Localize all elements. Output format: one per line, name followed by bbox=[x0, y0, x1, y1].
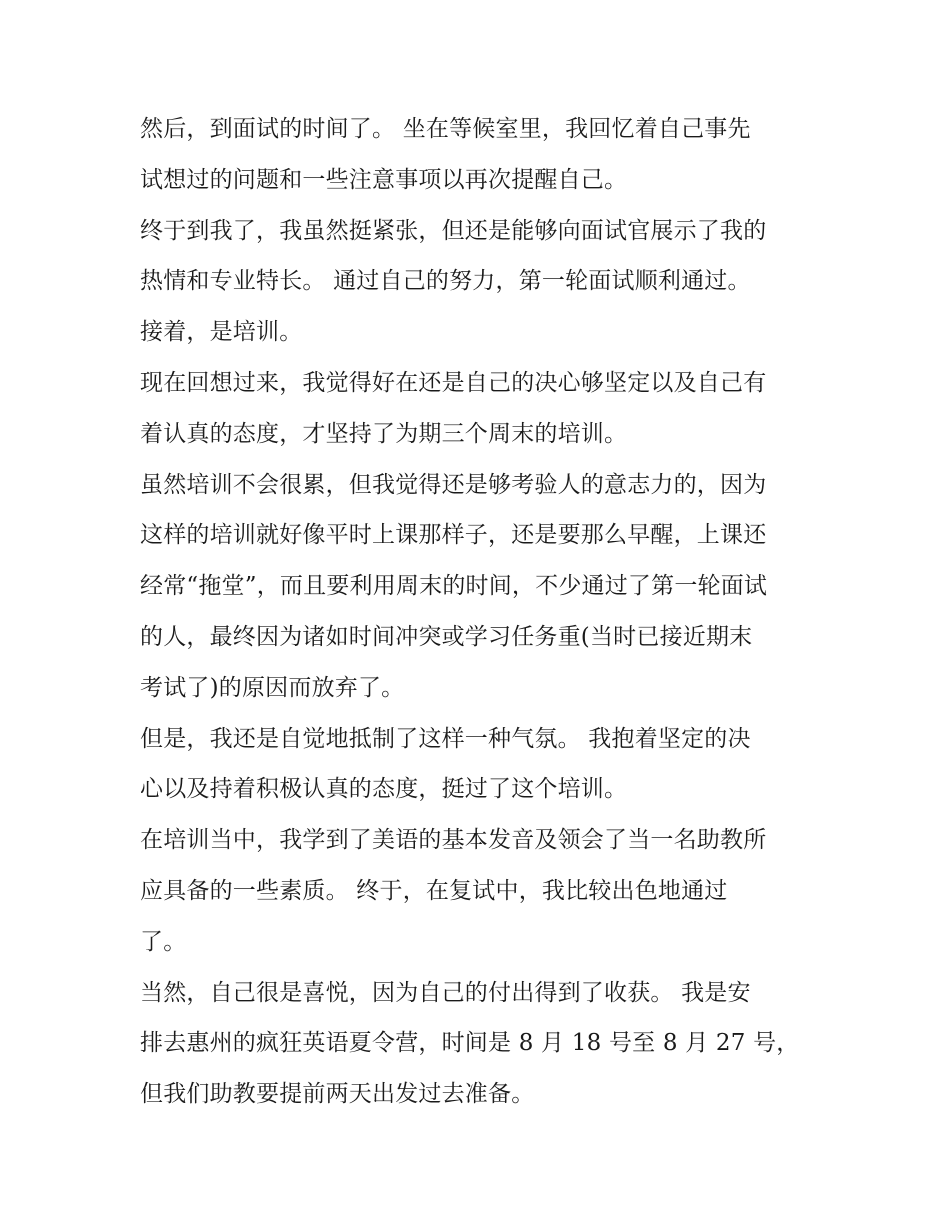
text-line: 试想过的问题和一些注意事项以再次提醒自己。 bbox=[140, 166, 628, 193]
text-line: 这样的培训就好像平时上课那样子，还是要那么早醒，上课还 bbox=[140, 522, 767, 549]
text-line: 但是，我还是自觉地抵制了这样一种气氛。 我抱着坚定的决 bbox=[140, 725, 751, 752]
document-body bbox=[140, 104, 830, 1120]
text-line: 的人，最终因为诸如时间冲突或学习任务重(当时已接近期末 bbox=[140, 623, 753, 650]
text-line: 着认真的态度，才坚持了为期三个周末的培训。 bbox=[140, 420, 628, 447]
text-line: 当然，自己很是喜悦，因为自己的付出得到了收获。 我是安 bbox=[140, 979, 751, 1006]
text-line: 在培训当中，我学到了美语的基本发音及领会了当一名助教所 bbox=[140, 827, 767, 854]
text-line: 但我们助教要提前两天出发过去准备。 bbox=[140, 1081, 535, 1108]
text-line: 考试了)的原因而放弃了。 bbox=[140, 674, 405, 701]
text-line: 经常“拖堂”，而且要利用周末的时间，不少通过了第一轮面试 bbox=[140, 573, 768, 600]
text-line: 接着，是培训。 bbox=[140, 319, 303, 346]
text-line: 终于到我了，我虽然挺紧张，但还是能够向面试官展示了我的 bbox=[140, 217, 767, 244]
text-line: 应具备的一些素质。 终于，在复试中，我比较出色地通过 bbox=[140, 877, 728, 904]
text-line: 排去惠州的疯狂英语夏令营，时间是 8 月 18 号至 8 月 27 号， bbox=[140, 1030, 800, 1057]
text-line: 然后，到面试的时间了。 坐在等候室里，我回忆着自己事先 bbox=[140, 116, 751, 142]
text-line: 心以及持着积极认真的态度，挺过了这个培训。 bbox=[140, 776, 628, 803]
text-line: 了。 bbox=[140, 928, 187, 955]
text-line: 虽然培训不会很累，但我觉得还是够考验人的意志力的，因为 bbox=[140, 471, 767, 498]
text-line: 现在回想过来，我觉得好在还是自己的决心够坚定以及自己有 bbox=[140, 369, 767, 396]
text-line: 热情和专业特长。 通过自己的努力，第一轮面试顺利通过。 bbox=[140, 268, 751, 295]
